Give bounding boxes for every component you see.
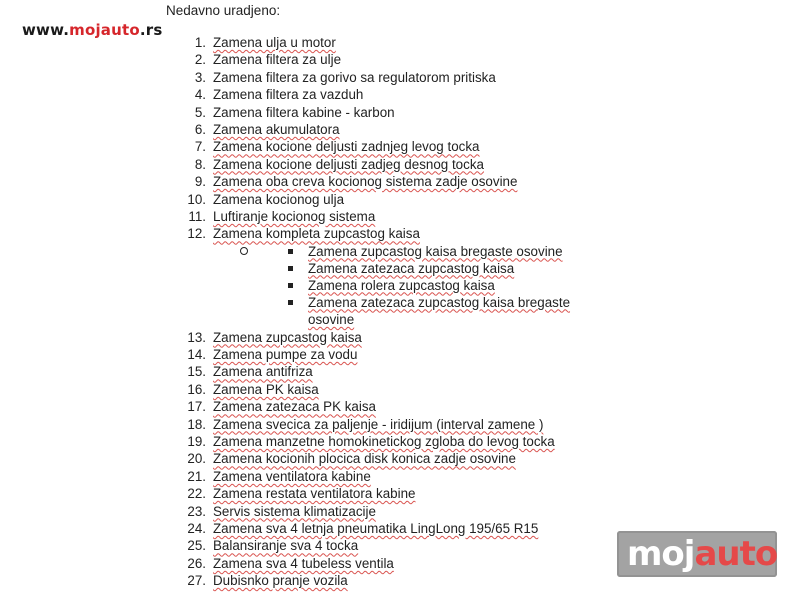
item-text: Dubisnko pranje vozila [213,573,348,589]
item-number: 26. [187,555,206,571]
item-text: Zamena zatezaca PK kaisa [213,399,377,415]
sub-item-text: Zamena zatezaca zupcastog kaisa [308,260,515,276]
item-number: 6. [194,121,206,137]
item-text: Zamena manzetne homokinetickog zgloba do levog tocka [213,434,555,450]
item-text: Zamena kompleta zupcastog kaisa [213,226,420,242]
item-number: 5. [194,104,206,120]
list-item [150,208,630,225]
list-item [150,503,630,520]
item-text: Zamena restata ventilatora kabine [213,486,416,502]
item-number: 7. [194,139,206,155]
item-text: Zamena filtera za gorivo sa regulatorom pritiska [213,69,496,85]
list-item [150,537,630,554]
site-url-suffix: .rs [139,21,163,39]
item-number: 22. [187,486,206,502]
list-item [150,34,630,51]
site-url[interactable] [22,21,163,39]
work-list [150,34,630,590]
list-item [150,398,630,415]
item-text: Zamena kocionih plocica disk konica zadje osovine [213,451,516,467]
item-number: 10. [187,191,206,207]
sub-item-text: Zamena zupcastog kaisa bregaste osovine [308,243,563,259]
site-url-brand: mojauto [69,21,140,39]
item-number: 11. [188,208,206,224]
item-number: 16. [187,381,206,397]
list-item [150,173,630,190]
item-number: 20. [187,451,206,467]
watermark-part-a: moj [627,534,695,574]
document-heading: Nedavno uradjeno: [166,3,281,18]
square-bullet-icon [288,283,293,288]
site-url-prefix: www. [22,21,70,39]
item-number: 1. [194,35,206,50]
item-text: Zamena ulja u motor [213,35,336,50]
item-text: Zamena antifriza [213,364,313,380]
item-text: Servis sistema klimatizacije [213,503,376,519]
list-item [150,450,630,467]
item-text: Zamena zupcastog kaisa [213,329,362,345]
item-text: Balansiranje sva 4 tocka [213,538,359,554]
mojauto-watermark-logo [617,531,777,577]
item-text: Zamena filtera za ulje [213,52,342,68]
list-item [150,468,630,485]
list-item [150,555,630,572]
list-item [150,121,630,138]
item-number: 13. [187,329,206,345]
item-number: 21. [187,468,206,484]
item-text: Zamena oba creva kocionog sistema zadje osovine [213,174,518,190]
sub-list-item [288,277,588,294]
list-item [150,138,630,155]
list-item [150,86,630,103]
item-text: Zamena ventilatora kabine [213,468,371,484]
sub-list-item [288,260,588,277]
list-item [150,51,630,68]
item-number: 23. [187,503,206,519]
item-number: 17. [187,399,206,415]
list-item [150,363,630,380]
square-bullet-icon [288,249,293,254]
hollow-bullet-icon [240,247,248,255]
item-text: Zamena PK kaisa [213,381,319,397]
item-text: Zamena filtera za vazduh [213,87,364,103]
list-item [150,69,630,86]
item-number: 3. [194,69,206,85]
item-text: Luftiranje kocionog sistema [213,208,376,224]
sub-list [150,243,630,329]
item-number: 19. [187,434,206,450]
item-number: 24. [187,520,206,536]
list-item [150,191,630,208]
item-text: Zamena kocione deljusti zadnjeg levog tocka [213,139,480,155]
item-number: 18. [187,416,206,432]
sub-list-item [288,294,588,329]
item-text: Zamena kocionog ulja [213,191,345,207]
list-item [150,156,630,173]
item-number: 15. [187,364,206,380]
item-text: Zamena filtera kabine - karbon [213,104,395,120]
item-number: 27. [187,573,206,589]
item-number: 4. [194,87,206,103]
list-item [150,381,630,398]
item-text: Zamena kocione deljusti zadjeg desnog tocka [213,156,484,172]
list-item [150,225,630,242]
list-item [150,572,630,589]
list-item [150,346,630,363]
list-item [150,416,630,433]
item-number: 2. [194,52,206,68]
item-text: Zamena sva 4 letnja pneumatika LingLong 195/65 R15 [213,520,539,536]
list-item [150,485,630,502]
list-item [150,104,630,121]
item-text: Zamena pumpe za vodu [213,347,358,363]
sub-item-text: Zamena zatezaca zupcastog kaisa bregaste osovine [308,294,571,328]
item-number: 14. [187,347,206,363]
square-bullet-icon [288,300,293,305]
item-number: 25. [187,538,206,554]
list-item [150,433,630,450]
item-text: Zamena akumulatora [213,121,340,137]
watermark-part-b: auto [694,534,778,574]
list-item [150,520,630,537]
item-number: 9. [194,174,206,190]
square-bullet-icon [288,266,293,271]
sub-list-item [288,243,588,260]
item-number: 12. [187,226,206,242]
sub-item-text: Zamena rolera zupcastog kaisa [308,277,495,293]
item-text: Zamena svecica za paljenje - iridijum (interval zamene ) [213,416,544,432]
list-item [150,329,630,346]
item-number: 8. [194,156,206,172]
watermark-text [627,534,777,574]
item-text: Zamena sva 4 tubeless ventila [213,555,394,571]
